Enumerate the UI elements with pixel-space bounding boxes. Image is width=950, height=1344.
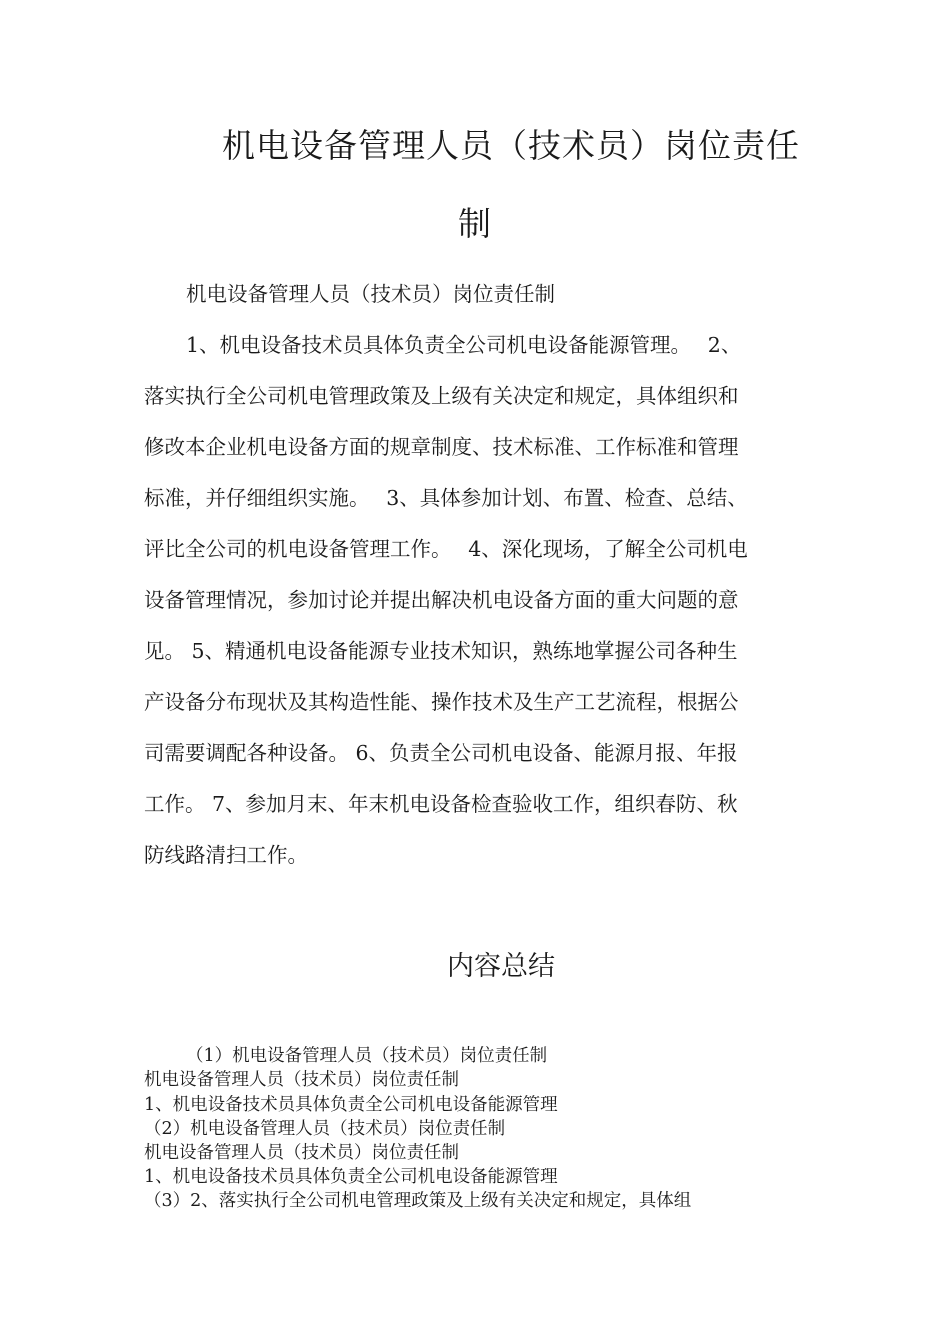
body-line: 见。 5、精通机电设备能源专业技术知识，熟练地掌握公司各种生 (144, 639, 738, 663)
summary-line: 机电设备管理人员（技术员）岗位责任制 (144, 1143, 459, 1163)
summary-line: （1）机电设备管理人员（技术员）岗位责任制 (186, 1046, 548, 1066)
summary-heading: 内容总结 (447, 951, 555, 982)
body-line: 评比全公司的机电设备管理工作。 4、深化现场，了解全公司机电 (144, 537, 748, 561)
document-title-line-1: 机电设备管理人员（技术员）岗位责任 (222, 126, 800, 165)
body-line: 标准，并仔细组织实施。 3、具体参加计划、布置、检查、总结、 (144, 486, 748, 510)
body-line: 防线路清扫工作。 (144, 843, 308, 867)
body-line: 修改本企业机电设备方面的规章制度、技术标准、工作标准和管理 (144, 435, 739, 459)
body-line: 产设备分布现状及其构造性能、操作技术及生产工艺流程，根据公 (144, 690, 739, 714)
body-line: 机电设备管理人员（技术员）岗位责任制 (186, 282, 555, 306)
summary-line: （3）2、落实执行全公司机电管理政策及上级有关决定和规定，具体组 (144, 1191, 692, 1211)
body-line: 工作。 7、参加月末、年末机电设备检查验收工作，组织春防、秋 (144, 792, 738, 816)
body-line: 设备管理情况，参加讨论并提出解决机电设备方面的重大问题的意 (144, 588, 739, 612)
summary-line: 机电设备管理人员（技术员）岗位责任制 (144, 1070, 459, 1090)
summary-line: 1、机电设备技术员具体负责全公司机电设备能源管理 (144, 1167, 558, 1187)
summary-line: （2）机电设备管理人员（技术员）岗位责任制 (144, 1119, 506, 1139)
summary-line: 1、机电设备技术员具体负责全公司机电设备能源管理 (144, 1095, 558, 1115)
body-line: 落实执行全公司机电管理政策及上级有关决定和规定，具体组织和 (144, 384, 739, 408)
body-line: 司需要调配各种设备。 6、负责全公司机电设备、能源月报、年报 (144, 741, 738, 765)
document-title-line-2: 制 (458, 204, 492, 243)
body-line: 1、机电设备技术员具体负责全公司机电设备能源管理。 2、 (186, 333, 742, 357)
